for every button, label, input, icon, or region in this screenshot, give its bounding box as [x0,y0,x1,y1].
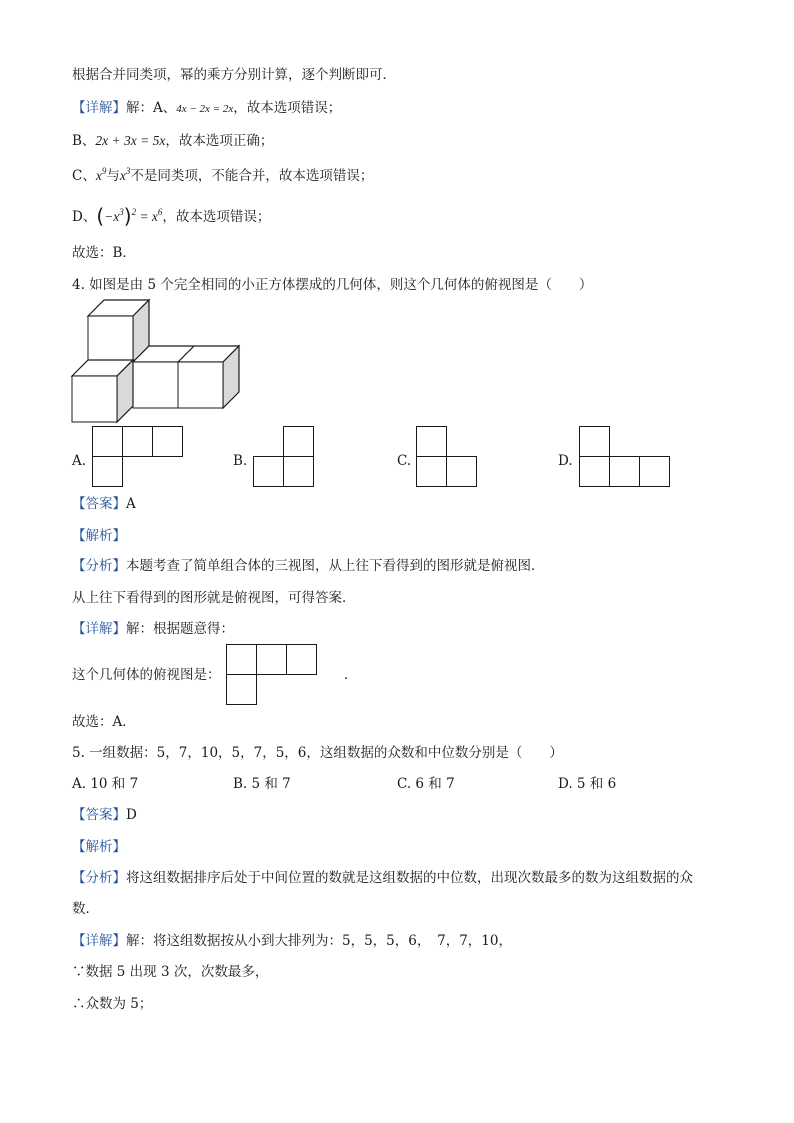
detail-tag: 【详解】 [72,100,126,116]
cube-top-front [88,316,133,362]
c-lead: C、 [72,168,96,184]
a-expression: 4x − 2x = 2x [176,103,234,115]
fenxi-tag: 【分析】 [72,558,126,574]
q5-because: ∵数据 5 出现 3 次，次数最多， [72,964,269,980]
b-lead: B、 [72,133,96,149]
q5-analysis-tag: 【解析】 [72,839,126,855]
q4-option-b-label[interactable]: B. [233,453,248,469]
fenxi-text: 本题考查了简单组合体的三视图，从上往下看得到的图形就是俯视图． [126,558,545,574]
q4-option-a-label[interactable]: A. [72,453,87,469]
q3-detail-c [72,167,373,185]
q4-answer [72,495,136,513]
q5-option-c[interactable]: C. 6 和 7 [397,776,455,792]
b-expression: 2x + 3x = 5x [95,133,166,148]
answer-value: D [126,807,137,823]
fenxi-tag: 【分析】 [72,870,126,886]
c-term-1: $x^9$ [95,166,107,183]
detail-tag: 【详解】 [72,621,126,637]
q4-option-a-grid[interactable] [92,426,184,488]
q4-result-lead: 这个几何体的俯视图是： [72,667,221,683]
q4-option-c-grid[interactable] [416,426,478,488]
d-lead: D、 [72,209,97,225]
d-result: ，故本选项错误； [162,209,271,225]
answer-tag: 【答案】 [72,496,126,512]
q4-option-d-grid[interactable] [579,426,671,488]
detail-text: 解：根据题意得： [126,621,234,637]
q4-fenxi-2: 从上往下看得到的图形就是俯视图，可得答案． [72,590,356,606]
q4-fenxi [72,557,545,575]
q4-result-grid [226,644,318,706]
q4-option-d-label[interactable]: D. [558,453,573,469]
detail-text: 解：将这组数据按从小到大排列为：5，5，5，6， 7，7，10， [126,933,512,949]
q3-detail-b [72,132,273,150]
q4-stem: 4. 如图是由 5 个完全相同的小正方体摆成的几何体，则这个几何体的俯视图是（ ） [72,277,593,293]
q3-detail-d [72,204,271,228]
detail-tag: 【详解】 [72,933,126,949]
cube-row-2 [178,362,223,408]
cube-row-1 [133,362,178,408]
q5-option-a[interactable]: A. 10 和 7 [72,776,139,792]
answer-tag: 【答案】 [72,807,126,823]
answer-value: A [126,496,136,512]
q3-conclusion: 故选：B． [72,245,136,261]
q4-option-c-label[interactable]: C. [397,453,412,469]
q5-answer [72,806,137,824]
c-result: 不是同类项，不能合并，故本选项错误； [130,168,374,184]
q4-analysis-tag: 【解析】 [72,528,126,544]
q5-therefore: ∴众数为 5； [72,996,153,1012]
cube-figure [68,298,246,428]
q4-conclusion: 故选：A． [72,714,136,730]
a-result: ，故本选项错误； [233,100,342,116]
d-expression: $(-x^3)^2 = x^6$ [96,204,163,228]
q5-fenxi [72,869,693,887]
q4-result-end: ． [344,667,358,683]
fenxi-text: 将这组数据排序后处于中间位置的数就是这组数据的中位数，出现次数最多的数为这组数据的众 [126,870,693,886]
q4-detail [72,620,234,638]
q3-detail-a [72,99,341,118]
c-term-2: $x^3$ [119,166,131,183]
q5-fenxi-2: 数． [72,901,99,917]
cube-front-face [72,376,117,422]
q5-option-d[interactable]: D. 5 和 6 [558,776,617,792]
q3-intro: 根据合并同类项，幂的乘方分别计算，逐个判断即可． [72,67,396,83]
q5-detail [72,932,512,950]
c-mid: 与 [106,168,120,184]
q4-option-b-grid[interactable] [253,426,315,488]
q5-option-b[interactable]: B. 5 和 7 [233,776,291,792]
q5-stem: 5. 一组数据：5，7，10，5，7，5，6，这组数据的众数和中位数分别是（ ） [72,745,563,761]
detail-lead: 解：A、 [126,100,177,116]
b-result: ，故本选项正确； [165,133,274,149]
